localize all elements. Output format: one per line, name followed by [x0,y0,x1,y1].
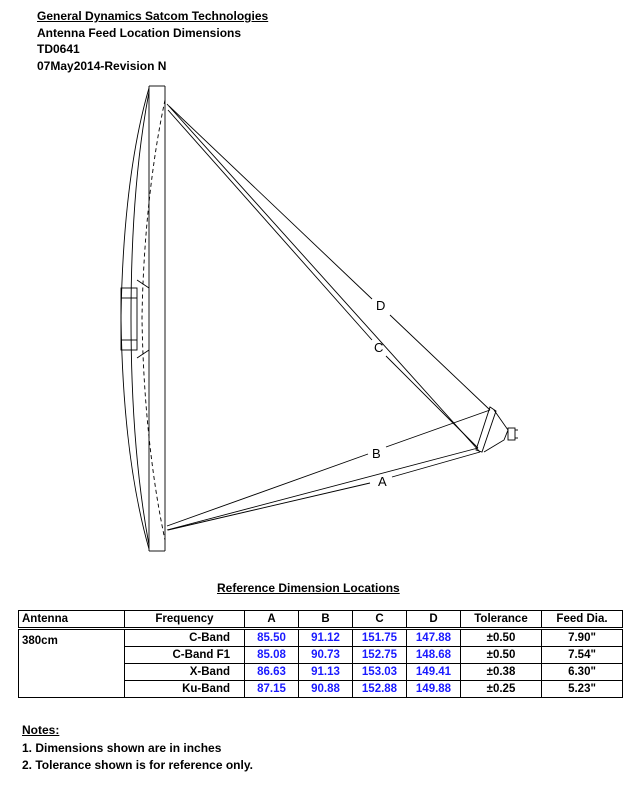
antenna-size: 380cm [19,629,125,698]
cell-a: 85.50 [245,629,299,647]
cell-d: 148.68 [407,647,461,664]
feed-flange [508,428,515,440]
cell-c: 152.75 [353,647,407,664]
cell-b: 90.88 [299,681,353,698]
reflector-dish-outer [121,88,149,549]
header-tolerance: Tolerance [461,611,542,629]
header-feed-dia: Feed Dia. [542,611,623,629]
document-title: Antenna Feed Location Dimensions [37,26,242,40]
cell-feed-dia: 6.30" [542,664,623,681]
cell-frequency: C-Band F1 [125,647,245,664]
header-c: C [353,611,407,629]
cell-d: 147.88 [407,629,461,647]
note-item: 1. Dimensions shown are in inches [22,741,222,755]
lower-strut [167,448,478,530]
cell-a: 85.08 [245,647,299,664]
label-c: C [374,340,384,355]
document-id: TD0641 [37,42,80,56]
note-item: 2. Tolerance shown is for reference only. [22,758,253,772]
table-caption: Reference Dimension Locations [217,581,400,595]
cell-feed-dia: 5.23" [542,681,623,698]
header-antenna: Antenna [19,611,125,629]
cell-c: 153.03 [353,664,407,681]
cell-frequency: C-Band [125,629,245,647]
header-d: D [407,611,461,629]
header-a: A [245,611,299,629]
dimension-line-d [169,106,372,299]
cell-tolerance: ±0.50 [461,647,542,664]
cell-tolerance: ±0.25 [461,681,542,698]
table-header-row [19,611,623,629]
dimension-line-c [168,110,372,340]
cell-feed-dia: 7.54" [542,647,623,664]
cell-d: 149.88 [407,681,461,698]
cell-c: 151.75 [353,629,407,647]
cell-b: 90.73 [299,647,353,664]
cell-b: 91.12 [299,629,353,647]
header-frequency: Frequency [125,611,245,629]
dimensions-table [18,610,623,698]
cell-d: 149.41 [407,664,461,681]
company-name: General Dynamics Satcom Technologies [37,9,269,23]
dimension-line-b [167,454,368,526]
table-row [19,629,623,647]
reflector-dish-dashed [142,100,165,540]
document-revision: 07May2014-Revision N [37,59,167,73]
cell-a: 87.15 [245,681,299,698]
cell-frequency: Ku-Band [125,681,245,698]
notes-heading: Notes: [22,723,60,737]
label-d: D [376,298,386,313]
cell-b: 91.13 [299,664,353,681]
label-b: B [372,446,381,461]
cell-c: 152.88 [353,681,407,698]
cell-tolerance: ±0.50 [461,629,542,647]
header-b: B [299,611,353,629]
dimension-line-a [168,483,370,530]
cell-feed-dia: 7.90" [542,629,623,647]
cell-a: 86.63 [245,664,299,681]
cell-frequency: X-Band [125,664,245,681]
cell-tolerance: ±0.38 [461,664,542,681]
reflector-hub [121,288,137,350]
upper-strut [167,104,480,452]
label-a: A [378,474,387,489]
